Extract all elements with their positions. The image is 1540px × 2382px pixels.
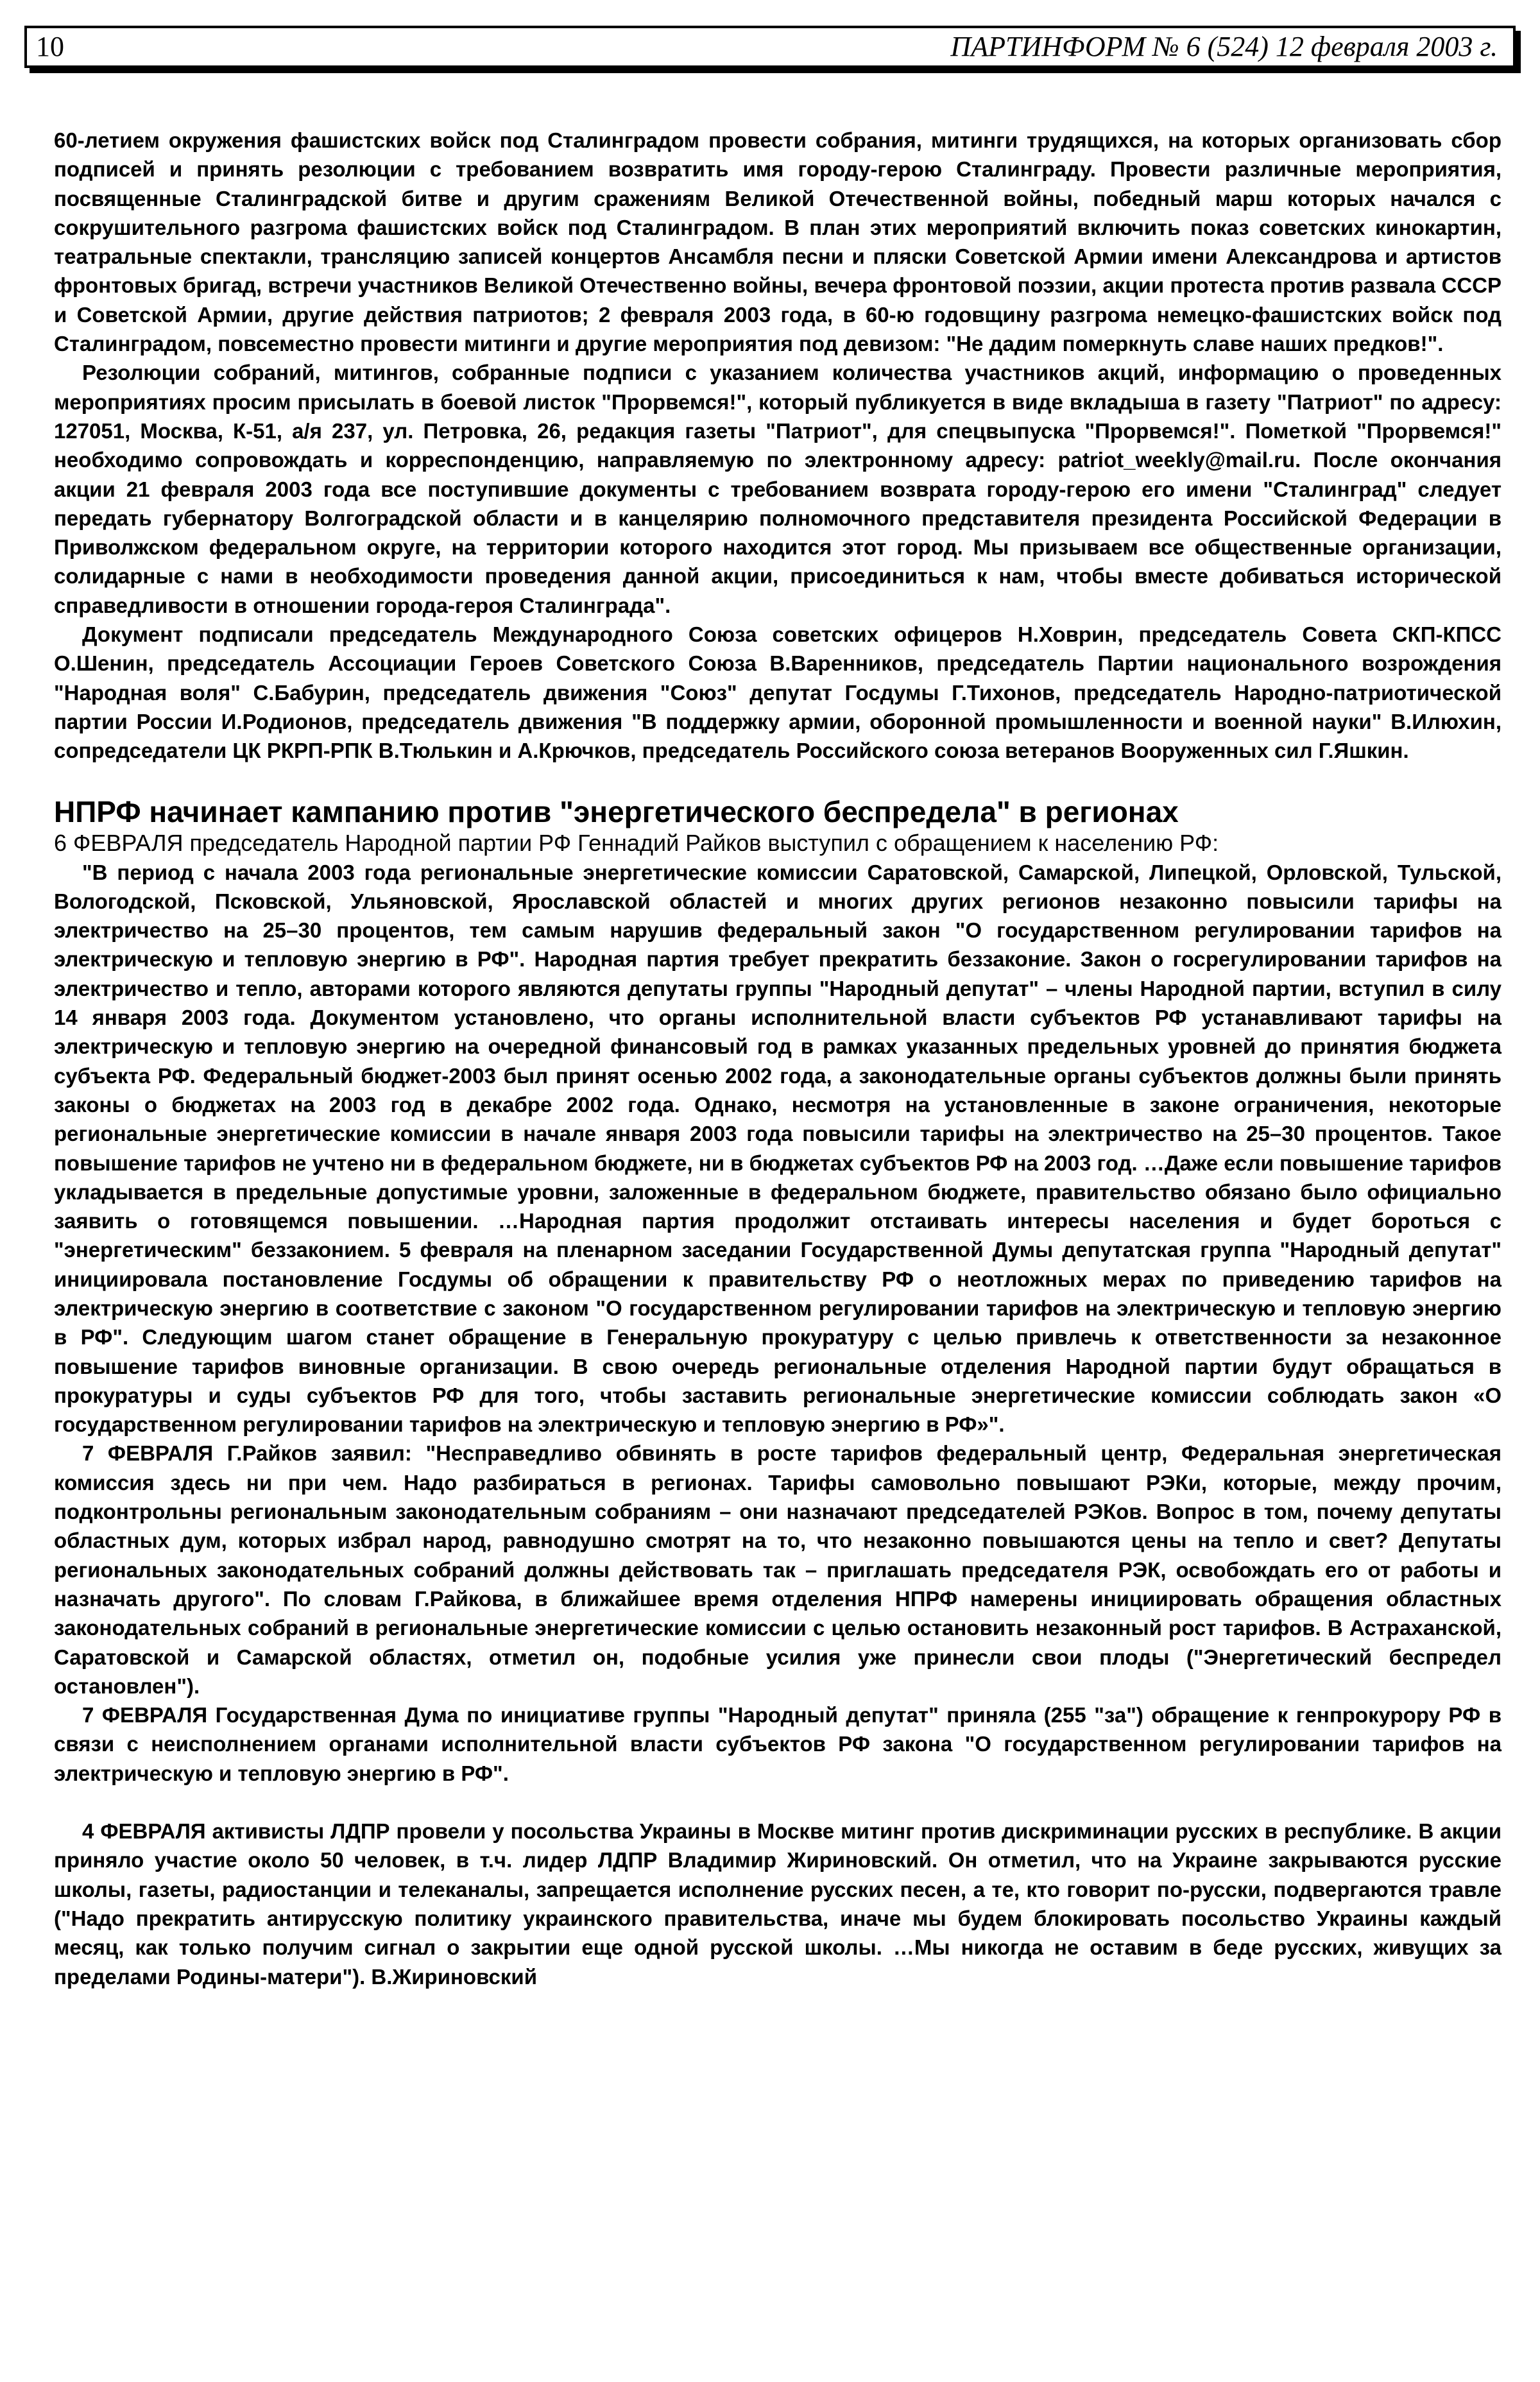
issue-title: ПАРТИНФОРМ № 6 (524) 12 февраля 2003 г. [950, 31, 1498, 62]
page-number: 10 [36, 31, 64, 62]
paragraph: 7 ФЕВРАЛЯ Г.Райков заявил: "Несправедливо обвинять в росте тарифов федеральный центр, Федеральная энергетическая комиссия здесь ни при чем. Надо разбираться в регионах. Тарифы самовольно повышают РЭКи, которые, между прочим, подконтрольны региональным законодательным собраниям – они назначают председателей РЭКов. Вопрос в том, почему депутаты областных дум, которых избрал народ, равнодушно смотрят на то, что незаконно повышаются цены на тепло и свет? Депутаты региональных законодательных собраний должны действовать так – приглашать председателя РЭК, освобождать его от работы и назначать другого". По словам Г.Райкова, в ближайшее время отделения НПРФ намерены инициировать обращения областных законодательных собраний в региональные энергетические комиссии с целью остановить незаконный рост тарифов. В Астраханской, Саратовской и Самарской областях, отметил он, подобные усилия уже принесли свои плоды ("Энергетический беспредел остановлен"). [54, 1441, 1502, 1698]
paragraph: 7 ФЕВРАЛЯ Государственная Дума по инициативе группы "Народный депутат" приняла (255 "за") обращение к генпрокурору РФ в связи с неисполнением органами исполнительной власти субъектов РФ закона "О государственном регулировании тарифов на электрическую и тепловую энергию в РФ". [54, 1703, 1502, 1785]
paragraph: "В период с начала 2003 года региональные энергетические комиссии Саратовской, Самарской, Липецкой, Орловской, Тульской, Вологодской, Псковской, Ульяновской, Ярославской областей и многих других регионов незаконно повысили тарифы на электричество на 25–30 процентов, тем самым нарушив федеральный закон "О государственном регулировании тарифов на электрическую и тепловую энергию в РФ". Народная партия требует прекратить беззаконие. Закон о госрегулировании тарифов на электричество и тепло, авторами которого являются депутаты группы "Народный депутат" – члены Народной партии, вступил в силу 14 января 2003 года. Документом установлено, что органы исполнительной власти субъектов РФ устанавливают тарифы на электрическую и тепловую энергию на очередной финансовый год в рамках указанных предельных уровней до принятия бюджета субъекта РФ. Федеральный бюджет-2003 был принят осенью 2002 года, а законодательные органы субъектов должны были принять законы о бюджетах на 2003 год в декабре 2002 года. Однако, несмотря на установленные в законе ограничения, некоторые региональные энергетические комиссии в начале января 2003 года повысили тарифы на электричество на 25–30 процентов. Такое повышение тарифов не учтено ни в федеральном бюджете, ни в бюджетах субъектов РФ на 2003 год. …Даже если повышение тарифов укладывается в предельные допустимые уровни, заложенные в федеральном бюджете, правительство обязано было официально заявить о готовящемся повышении. …Народная партия продолжит отстаивать интересы населения и будет бороться с "энергетическим" беззаконием. 5 февраля на пленарном заседании Государственной Думы депутатская группа "Народный депутат" инициировала постановление Госдумы об обращении к правительству РФ о неотложных мерах по приведению тарифов на электрическую энергию в соответствие с законом "О государственном регулировании тарифов на электрическую и тепловую энергию в РФ". Следующим шагом станет обращение в Генеральную прокуратуру с целью привлечь к ответственности за незаконное повышение тарифов виновные организации. В свою очередь региональные отделения Народной партии будут обращаться в прокуратуры и суды субъектов РФ для того, чтобы заставить региональные энергетические комиссии соблюдать закон «О государственном регулировании тарифов на электрическую и тепловую энергию в РФ»". [54, 860, 1502, 1437]
page-content [54, 126, 1502, 1991]
article-ldpr-rally [54, 1817, 1502, 1991]
paragraph: 60-летием окружения фашистских войск под Сталинградом провести собрания, митинги трудящихся, на которых организовать сбор подписей и принять резолюции с требованием возвратить имя городу-герою Сталинграду. Провести различные мероприятия, посвященные Сталинградской битве и другим сражениям Великой Отечественной войны, победный марш которых начался с сокрушительного разгрома фашистских войск под Сталинградом. В план этих мероприятий включить показ советских кинокартин, театральные спектакли, трансляцию записей концертов Ансамбля песни и пляски Советской Армии имени Александрова и артистов фронтовых бригад, встречи участников Великой Отечественно войны, вечера фронтовой поэзии, акции протеста против развала СССР и Советской Армии, другие действия патриотов; 2 февраля 2003 года, в 60-ю годовщину разгрома немецко-фашистских войск под Сталинградом, повсеместно провести митинги и другие мероприятия под девизом: "Не дадим померкнуть славе наших предков!". [54, 128, 1502, 356]
paragraph: Документ подписали председатель Международного Союза советских офицеров Н.Ховрин, председатель Совета СКП-КПСС О.Шенин, председатель Ассоциации Героев Советского Союза В.Варенников, председатель Партии национального возрождения "Народная воля" С.Бабурин, председатель движения "Союз" депутат Госдумы Г.Тихонов, председатель Народно-патриотической партии России И.Родионов, председатель движения "В поддержку армии, оборонной промышленности и военной науки" В.Илюхин, сопредседатели ЦК РКРП-РПК В.Тюлькин и А.Крючков, председатель Российского союза ветеранов Вооруженных сил Г.Яшкин. [54, 622, 1502, 763]
page-header [24, 26, 1516, 68]
article-lead: 6 ФЕВРАЛЯ председатель Народной партии РФ Геннадий Райков выступил с обращением к населению РФ: [54, 829, 1219, 856]
article-stalingrad [54, 126, 1502, 766]
article-energy-tariffs [54, 795, 1502, 1788]
paragraph: Резолюции собраний, митингов, собранные подписи с указанием количества участников акций, информацию о проведенных мероприятиях просим присылать в боевой листок "Прорвемся!", который публикуется в виде вкладыша в газету "Патриот" по адресу: 127051, Москва, К-51, а/я 237, ул. Петровка, 26, редакция газеты "Патриот", для спецвыпуска "Прорвемся!". Пометкой "Прорвемся!" необходимо сопровождать и корреспонденцию, направляемую по электронному адресу: patriot_weekly@mail.ru. После окончания акции 21 февраля 2003 года все поступившие документы с требованием возврата городу-герою его имени "Сталинград" следует передать губернатору Волгоградской области и в канцелярию полномочного представителя президента Российской Федерации в Приволжском федеральном округе, на территории которого находится этот город. Мы призываем все общественные организации, солидарные с нами в необходимости проведения данной акции, присоединиться к нам, чтобы вместе добиваться исторической справедливости в отношении города-героя Сталинграда". [54, 361, 1502, 617]
article-headline: НПРФ начинает кампанию против "энергетического беспредела" в регионах [54, 794, 1179, 828]
paragraph: 4 ФЕВРАЛЯ активисты ЛДПР провели у посольства Украины в Москве митинг против дискриминации русских в республике. В акции приняло участие около 50 человек, в т.ч. лидер ЛДПР Владимир Жириновский. Он отметил, что на Украине закрываются русские школы, газеты, радиостанции и телеканалы, запрещается исполнение русских песен, а те, кто говорит по-русски, подвергаются травле ("Надо прекратить антирусскую политику украинского правительства, иначе мы будем блокировать посольство Украины каждый месяц, как только получим сигнал о закрытии еще одной русской школы. …Мы никогда не оставим в беде русских, живущих за пределами Родины-матери"). В.Жириновский [54, 1819, 1502, 1989]
